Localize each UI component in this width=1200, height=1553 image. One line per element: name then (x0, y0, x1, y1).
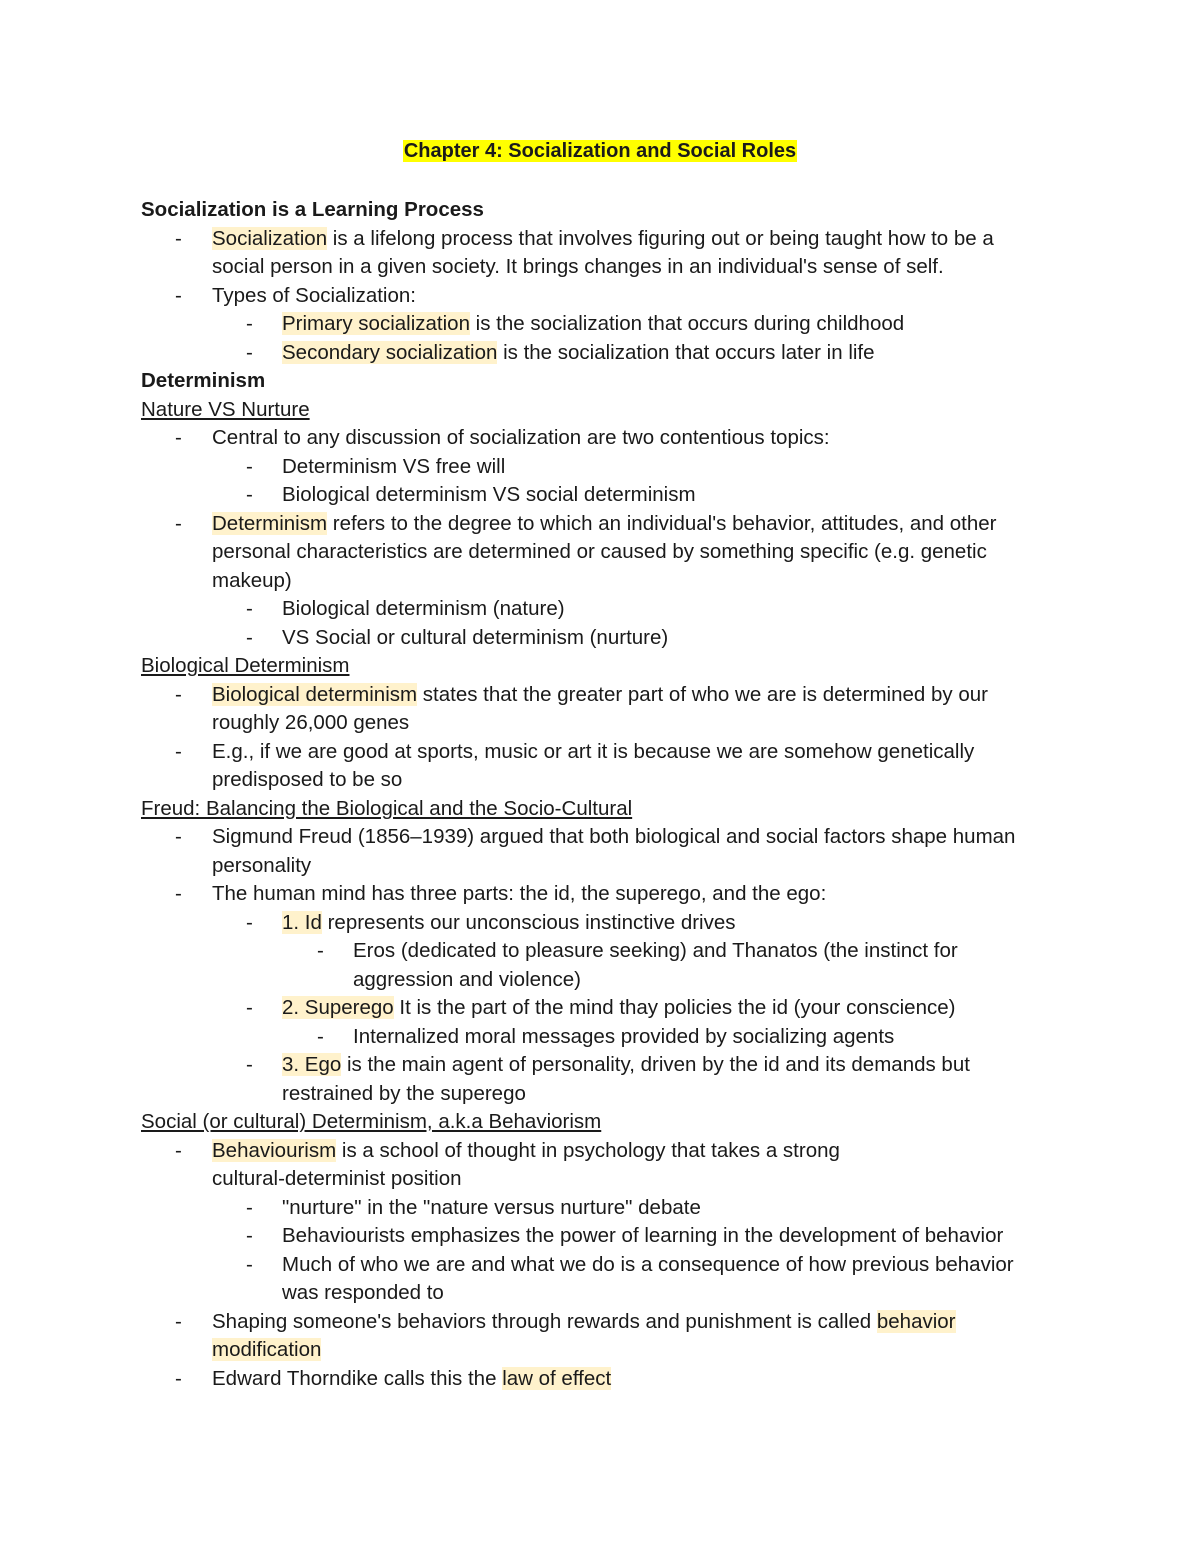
highlighted-term: 1. Id (282, 910, 322, 934)
bullet-continuation (141, 253, 1071, 282)
line-text: Social (or cultural) Determinism, a.k.a Behaviorism (141, 1110, 602, 1133)
bullet-continuation (141, 538, 1071, 567)
bullet-item (141, 453, 1071, 482)
line-text: aggression and violence) (353, 967, 581, 991)
bullet-dash: - (175, 739, 182, 763)
section-heading (141, 196, 1071, 225)
bullet-dash: - (246, 483, 253, 506)
bullet-item (141, 1251, 1071, 1280)
bullet-continuation (141, 1165, 1071, 1194)
line-text: E.g., if we are good at sports, music or art it is because we are somehow genetically (212, 739, 975, 763)
bullet-dash: - (246, 597, 253, 620)
line-text: personality (212, 853, 312, 877)
bullet-item (141, 1051, 1071, 1080)
line-text: It is the part of the mind thay policies the id (your conscience) (393, 996, 956, 1019)
bullet-dash: - (246, 1224, 253, 1247)
bullet-item (141, 1308, 1071, 1337)
bullet-continuation (141, 852, 1071, 881)
bullet-item (141, 937, 1071, 966)
line-text: Determinism (141, 369, 266, 392)
bullet-item (141, 481, 1071, 510)
bullet-dash: - (175, 825, 182, 848)
bullet-continuation (141, 567, 1071, 596)
line-text: social person in a given society. It brings changes in an individual's sense of self. (212, 255, 944, 278)
page-title (0, 140, 1200, 163)
line-text: Central to any discussion of socialization are two contentious topics: (212, 426, 830, 449)
subsection-heading (141, 652, 1071, 681)
bullet-item (141, 1194, 1071, 1223)
bullet-dash: - (317, 939, 324, 962)
bullet-dash: - (175, 511, 182, 535)
line-text: roughly 26,000 genes (212, 711, 410, 734)
line-text: Freud: Balancing the Biological and the Socio-Cultural (141, 796, 633, 820)
line-text: Internalized moral messages provided by socializing agents (353, 1024, 895, 1048)
highlighted-term: law of effect (502, 1366, 612, 1390)
highlighted-term: Biological determinism (212, 682, 418, 706)
line-text: makeup) (212, 568, 292, 592)
title-highlight: Chapter 4: Socialization and Social Roles (403, 140, 797, 162)
subsection-heading (141, 1108, 1071, 1137)
bullet-item (141, 339, 1071, 368)
bullet-dash: - (246, 1195, 253, 1219)
bullet-dash: - (175, 226, 182, 250)
subsection-heading (141, 396, 1071, 425)
line-text: is the socialization that occurs during childhood (469, 312, 905, 335)
bullet-continuation (141, 966, 1071, 995)
line-text: Biological determinism VS social determinism (282, 483, 696, 506)
bullet-dash: - (175, 1309, 182, 1333)
highlighted-term: 3. Ego (282, 1053, 342, 1076)
bullet-item (141, 823, 1071, 852)
line-text: Shaping someone's behaviors through rewards and punishment is called (212, 1309, 877, 1333)
line-text: Biological Determinism (141, 654, 350, 677)
bullet-dash: - (175, 682, 182, 706)
line-text: is the socialization that occurs later in life (497, 340, 875, 364)
line-text: "nurture" in the "nature versus nurture" debate (282, 1195, 701, 1219)
line-text: personal characteristics are determined or caused by something specific (e.g. genetic (212, 540, 987, 563)
bullet-item (141, 1023, 1071, 1052)
line-text: states that the greater part of who we are is determined by our (417, 682, 988, 706)
line-text: Sigmund Freud (1856–1939) argued that both biological and social factors shape human (212, 825, 1016, 848)
section-heading (141, 367, 1071, 396)
line-text: Edward Thorndike calls this the (212, 1366, 503, 1390)
line-text: was responded to (282, 1281, 444, 1304)
bullet-item (141, 1222, 1071, 1251)
bullet-dash: - (175, 426, 182, 449)
line-text: Eros (dedicated to pleasure seeking) and Thanatos (the instinct for (353, 939, 958, 962)
bullet-item (141, 310, 1071, 339)
line-text: refers to the degree to which an individual's behavior, attitudes, and other (327, 511, 997, 535)
line-text: is a school of thought in psychology that takes a strong (336, 1138, 840, 1162)
bullet-dash: - (246, 340, 253, 364)
bullet-continuation (141, 766, 1071, 795)
document-body (141, 196, 1071, 1393)
bullet-item (141, 282, 1071, 311)
highlighted-term: Behaviourism (212, 1138, 337, 1162)
line-text: Biological determinism (nature) (282, 597, 565, 620)
bullet-item (141, 738, 1071, 767)
line-text: Determinism VS free will (282, 454, 506, 478)
bullet-dash: - (246, 625, 253, 649)
line-text: Types of Socialization: (212, 283, 416, 307)
bullet-dash: - (246, 910, 253, 934)
bullet-dash: - (246, 312, 253, 335)
bullet-dash: - (246, 1053, 253, 1076)
highlighted-term: Socialization (212, 226, 328, 250)
bullet-item (141, 880, 1071, 909)
bullet-item (141, 424, 1071, 453)
line-text: Behaviourists emphasizes the power of learning in the development of behavior (282, 1224, 1004, 1247)
line-text: is the main agent of personality, driven by the id and its demands but (341, 1053, 970, 1076)
line-text: Socialization is a Learning Process (141, 198, 484, 221)
line-text: modification (212, 1338, 322, 1361)
bullet-dash: - (317, 1024, 324, 1048)
line-text: is a lifelong process that involves figuring out or being taught how to be a (327, 226, 994, 250)
bullet-item (141, 1137, 1071, 1166)
line-text: predisposed to be so (212, 768, 403, 791)
bullet-item (141, 994, 1071, 1023)
bullet-item (141, 225, 1071, 254)
line-text: represents our unconscious instinctive drives (321, 910, 736, 934)
bullet-item (141, 624, 1071, 653)
subsection-heading (141, 795, 1071, 824)
highlighted-term: 2. Superego (282, 996, 394, 1019)
line-text: restrained by the superego (282, 1081, 526, 1105)
highlighted-term: Determinism (212, 511, 328, 535)
bullet-continuation (141, 1080, 1071, 1109)
bullet-continuation (141, 709, 1071, 738)
highlighted-term: Primary socialization (282, 312, 470, 335)
bullet-continuation (141, 1279, 1071, 1308)
bullet-dash: - (175, 1138, 182, 1162)
bullet-dash: - (175, 882, 182, 905)
bullet-dash: - (175, 1366, 182, 1390)
bullet-item (141, 510, 1071, 539)
highlighted-term: Secondary socialization (282, 340, 498, 364)
bullet-item (141, 681, 1071, 710)
line-text: Much of who we are and what we do is a consequence of how previous behavior (282, 1252, 1014, 1276)
bullet-continuation (141, 1336, 1071, 1365)
bullet-item (141, 1365, 1071, 1394)
highlighted-term: behavior (876, 1309, 956, 1333)
line-text: Nature VS Nurture (141, 397, 310, 421)
bullet-dash: - (175, 283, 182, 307)
bullet-item (141, 909, 1071, 938)
bullet-dash: - (246, 1252, 253, 1276)
line-text: VS Social or cultural determinism (nurture) (282, 625, 669, 649)
bullet-dash: - (246, 996, 253, 1019)
bullet-dash: - (246, 454, 253, 478)
bullet-item (141, 595, 1071, 624)
line-text: cultural-determinist position (212, 1167, 462, 1190)
line-text: The human mind has three parts: the id, the superego, and the ego: (212, 882, 827, 905)
